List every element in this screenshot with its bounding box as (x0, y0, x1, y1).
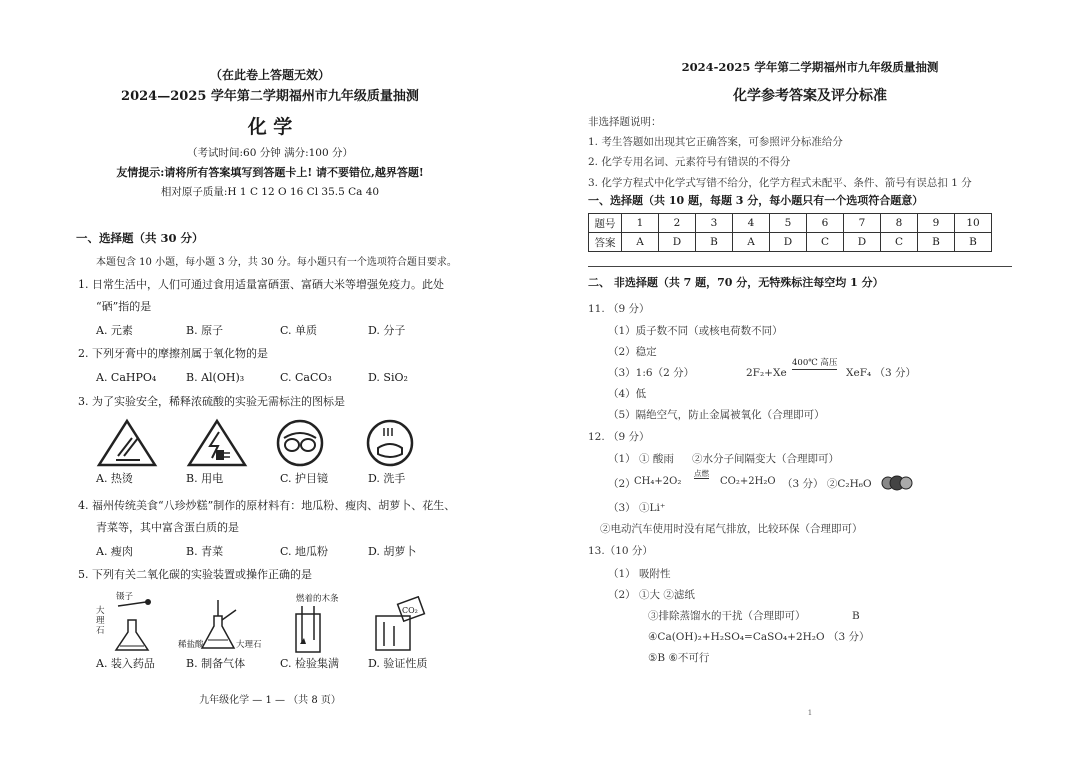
table-cell: 10 (955, 214, 992, 233)
q4-option-c: C. 地瓜粉 (280, 545, 329, 558)
label-marble: 大理石 (236, 640, 262, 650)
table-cell: B (696, 233, 733, 252)
q4-option-b: B. 青菜 (186, 545, 224, 558)
table-header-number: 题号 (589, 214, 622, 233)
question-2: 2. 下列牙膏中的摩擦剂属于氧化物的是 (78, 347, 268, 360)
q12-item-2: （2） (608, 478, 636, 490)
q5-option-b: B. 制备气体 (186, 657, 246, 670)
q5-option-d: D. 验证性质 (368, 657, 428, 670)
q2-option-a: A. CaHPO₄ (96, 371, 157, 384)
flask-loading-icon (108, 598, 168, 654)
q4-option-d: D. 胡萝卜 (368, 545, 417, 558)
q12-equation-left: CH₄+2O₂ (634, 476, 682, 487)
q12-item-2b: （3 分） ②C₂H₆O (782, 478, 872, 490)
q1-option-d: D. 分子 (368, 324, 406, 337)
table-cell: 4 (733, 214, 770, 233)
answer-section-1: 一、选择题（共 10 题，每题 3 分，每小题只有一个选项符合题意） (588, 194, 924, 207)
table-row-numbers (589, 214, 992, 233)
table-cell: D (844, 233, 881, 252)
q12-item-3: （3） ①Li⁺ (608, 502, 666, 514)
question-5: 5. 下列有关二氧化碳的实验装置或操作正确的是 (78, 568, 312, 581)
note-2: 2. 化学专用名词、元素符号有错误的不得分 (588, 156, 791, 168)
q2-option-c: C. CaCO₃ (280, 371, 332, 384)
q4-option-a: A. 瘦肉 (96, 545, 133, 558)
answer-section-2: 二、 非选择题（共 7 题，70 分，无特殊标注每空均 1 分） (588, 276, 884, 289)
table-cell: 9 (918, 214, 955, 233)
q11-item-2: （2）稳定 (608, 346, 657, 358)
q11-item-1: （1）质子数不同（或核电荷数不同） (608, 325, 783, 337)
table-cell: C (807, 233, 844, 252)
table-row-answers (589, 233, 992, 252)
label-marble-side: 大 理 石 (96, 606, 105, 636)
table-header-answer: 答案 (589, 233, 622, 252)
section-1-description: 本题包含 10 小题，每小题 3 分，共 30 分。每小题只有一个选项符合题目要求。 (96, 257, 457, 268)
q13-item-5: ⑤B ⑥不可行 (648, 652, 710, 664)
friendly-tip: 友情提示:请将所有答案填写到答题卡上! 请不要错位,越界答题! (116, 166, 424, 179)
table-cell: D (659, 233, 696, 252)
q11-equation-right: XeF₄ （3 分） (846, 367, 917, 379)
q1-option-b: B. 原子 (186, 324, 224, 337)
q13-item-4: ④Ca(OH)₂+H₂SO₄=CaSO₄+2H₂O （3 分） (648, 631, 870, 643)
table-cell: 5 (770, 214, 807, 233)
answer-doc-title: 化学参考答案及评分标准 (733, 88, 887, 104)
q12-item-1: （1） ① 酸雨 (608, 453, 674, 465)
exam-time: （考试时间:60 分钟 满分:100 分） (187, 147, 353, 159)
question-4-line1: 4. 福州传统美食“八珍炒糕”制作的原材料有：地瓜粉、瘦肉、胡萝卜、花生、 (78, 499, 456, 512)
section-1-heading: 一、选择题（共 30 分） (76, 231, 204, 245)
q1-option-c: C. 单质 (280, 324, 318, 337)
table-cell: A (733, 233, 770, 252)
q3-option-b: B. 用电 (186, 472, 224, 485)
label-burning-stick: 燃着的木条 (296, 594, 339, 604)
table-cell: B (955, 233, 992, 252)
page-footer: 九年级化学 — 1 — （共 8 页） (199, 695, 341, 706)
q3-option-d: D. 洗手 (368, 472, 406, 485)
q12-item-1b: ②水分子间隔变大（合理即可） (692, 453, 839, 465)
q13-item-3-answer: B (852, 610, 860, 622)
q5-option-c: C. 检验集满 (280, 657, 340, 670)
electricity-icon (186, 418, 248, 468)
label-co2: CO₂ (402, 606, 418, 615)
hot-surface-icon (96, 418, 158, 468)
gas-generator-icon (200, 596, 240, 654)
goggles-icon (274, 418, 326, 468)
question-1-line2: “硒”指的是 (96, 300, 152, 313)
exam-title: 2024—2025 学年第二学期福州市九年级质量抽测 (121, 89, 419, 104)
divider (588, 266, 1012, 267)
table-cell: 7 (844, 214, 881, 233)
q5-option-a: A. 装入药品 (96, 657, 155, 670)
q11-item-5: （5）隔绝空气，防止金属被氧化（合理即可） (608, 409, 825, 421)
q12-equation-right: CO₂+2H₂O (720, 476, 776, 487)
question-3: 3. 为了实验安全，稀释浓硫酸的实验无需标注的图标是 (78, 395, 345, 408)
exam-notice: （在此卷上答题无效） (209, 68, 330, 82)
label-acid: 稀盐酸 (178, 640, 204, 650)
q12-item-3b: ②电动汽车使用时没有尾气排放，比较环保（合理即可） (600, 523, 863, 535)
atomic-mass: 相对原子质量:H 1 C 12 O 16 Cl 35.5 Ca 40 (160, 186, 380, 198)
q11-heading: 11. （9 分） (588, 303, 650, 315)
table-cell: D (770, 233, 807, 252)
question-4-line2: 青菜等，其中富含蛋白质的是 (96, 521, 239, 534)
table-cell: B (918, 233, 955, 252)
q1-option-a: A. 元素 (96, 324, 133, 337)
page-number: 1 (807, 709, 813, 717)
q13-item-1: （1） 吸附性 (608, 568, 671, 580)
answer-table (588, 213, 992, 252)
q11-item-4: （4）低 (608, 388, 647, 400)
q3-option-a: A. 热烫 (96, 472, 133, 485)
table-cell: 1 (622, 214, 659, 233)
table-cell: C (881, 233, 918, 252)
q2-option-d: D. SiO₂ (368, 371, 408, 384)
q13-item-2: （2） ①大 ②滤纸 (608, 589, 695, 601)
q12-heading: 12. （9 分） (588, 431, 650, 443)
question-1-line1: 1. 日常生活中，人们可通过食用适量富硒蛋、富硒大米等增强免疫力。此处 (78, 278, 444, 291)
q11-equation-left: 2F₂+Xe (746, 367, 787, 379)
q13-heading: 13.（10 分） (588, 545, 653, 557)
q13-item-3: ③排除蒸馏水的干扰（合理即可） (648, 610, 806, 622)
molecule-model-icon (880, 474, 914, 492)
table-cell: 6 (807, 214, 844, 233)
table-cell: 3 (696, 214, 733, 233)
table-cell: 8 (881, 214, 918, 233)
note-3: 3. 化学方程式中化学式写错不给分，化学方程式未配平、条件、箭号有误总扣 1 分 (588, 177, 972, 189)
q12-equation-condition: 点燃 (694, 469, 709, 478)
wash-hands-icon (364, 418, 416, 468)
q11-item-3: （3）1:6（2 分） (608, 367, 695, 379)
label-tweezers: 镊子 (116, 592, 134, 602)
answer-key-page (560, 0, 1080, 764)
table-cell: 2 (659, 214, 696, 233)
co2-pouring-icon (370, 596, 426, 654)
notes-heading: 非选择题说明： (588, 116, 662, 128)
q3-option-c: C. 护目镜 (280, 472, 329, 485)
q2-option-b: B. Al(OH)₃ (186, 371, 245, 384)
answer-exam-title: 2024-2025 学年第二学期福州市九年级质量抽测 (681, 60, 939, 74)
q11-equation-condition: 400℃ 高压 (792, 358, 838, 368)
note-1: 1. 考生答题如出现其它正确答案，可参照评分标准给分 (588, 136, 843, 148)
subject-title: 化 学 (247, 116, 293, 138)
table-cell: A (622, 233, 659, 252)
gas-jar-test-icon (288, 604, 328, 654)
